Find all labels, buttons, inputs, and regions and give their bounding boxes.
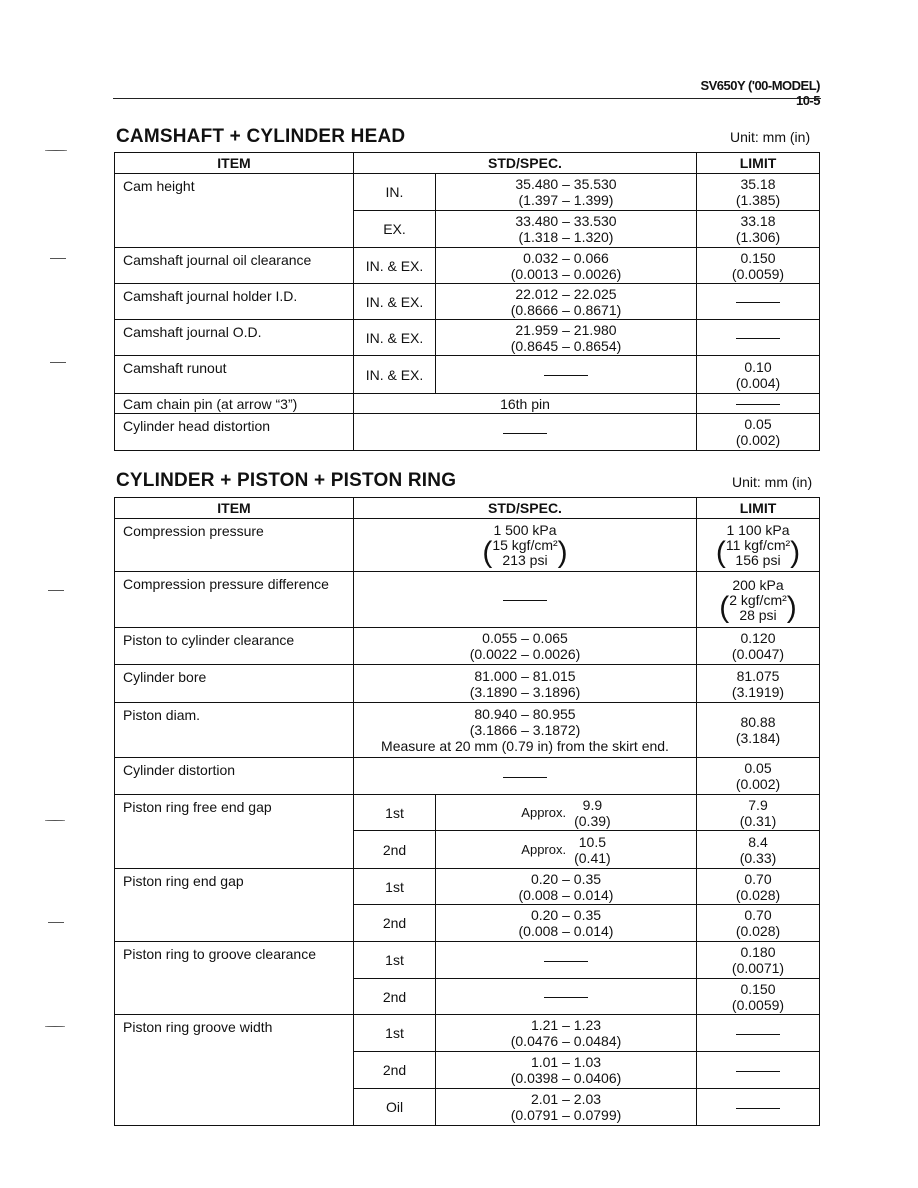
item-cell: Cylinder head distortion: [115, 414, 354, 451]
spec-cell: 1.01 – 1.03 (0.0398 – 0.0406): [436, 1052, 697, 1089]
spec-cell: [436, 942, 697, 979]
sub-cell: 1st: [354, 869, 436, 905]
limit-cell: 1 100 kPa ( 11 kgf/cm² 156 psi ): [697, 519, 820, 572]
margin-mark: [45, 1026, 65, 1027]
item-cell: Piston ring free end gap: [115, 795, 354, 869]
sub-cell: IN. & EX.: [354, 320, 436, 356]
sub-cell: IN. & EX.: [354, 248, 436, 284]
limit-cell: 81.075 (3.1919): [697, 665, 820, 703]
item-cell: Piston to cylinder clearance: [115, 628, 354, 665]
sub-cell: 2nd: [354, 979, 436, 1015]
item-cell: Cam height: [115, 174, 354, 248]
margin-mark: [45, 150, 67, 151]
table-row: [115, 942, 820, 979]
table-row: [115, 174, 820, 211]
dash-placeholder: [736, 338, 780, 339]
dash-placeholder: [736, 404, 780, 405]
limit-cell: 35.18 (1.385): [697, 174, 820, 211]
table-row: [115, 320, 820, 356]
limit-cell: 0.150 (0.0059): [697, 979, 820, 1015]
section-title-cylinder: CYLINDER + PISTON + PISTON RING: [116, 470, 457, 491]
item-cell: Cam chain pin (at arrow “3”): [115, 394, 354, 414]
dash-placeholder: [503, 600, 547, 601]
spec-cell: [354, 572, 697, 628]
limit-cell: 0.120 (0.0047): [697, 628, 820, 665]
spec-cell: 1.21 – 1.23 (0.0476 – 0.0484): [436, 1015, 697, 1052]
margin-mark: [50, 362, 66, 363]
limit-cell: 0.180 (0.0071): [697, 942, 820, 979]
margin-mark: [50, 258, 66, 259]
section-title-camshaft: CAMSHAFT + CYLINDER HEAD: [116, 126, 406, 147]
sub-cell: EX.: [354, 211, 436, 248]
sub-cell: 2nd: [354, 1052, 436, 1089]
table-row: [115, 869, 820, 905]
limit-cell: 0.70 (0.028): [697, 869, 820, 905]
sub-cell: IN. & EX.: [354, 356, 436, 394]
limit-cell: [697, 1052, 820, 1089]
spec-cell: 1 500 kPa ( 15 kgf/cm² 213 psi ): [354, 519, 697, 572]
item-cell: Compression pressure: [115, 519, 354, 572]
limit-cell: 0.70 (0.028): [697, 905, 820, 942]
item-cell: Piston ring to groove clearance: [115, 942, 354, 1015]
sub-cell: Oil: [354, 1089, 436, 1126]
table-row: [115, 795, 820, 831]
table-row: [115, 394, 820, 414]
table-row: [115, 284, 820, 320]
spec-cell: [354, 414, 697, 451]
table-row: [115, 758, 820, 795]
item-cell: Cylinder bore: [115, 665, 354, 703]
table-row: [115, 248, 820, 284]
table-row: [115, 1015, 820, 1052]
limit-cell: 200 kPa ( 2 kgf/cm² 28 psi ): [697, 572, 820, 628]
spec-cell: 33.480 – 33.530 (1.318 – 1.320): [436, 211, 697, 248]
header-divider: [113, 98, 821, 99]
item-cell: Compression pressure difference: [115, 572, 354, 628]
sub-cell: 2nd: [354, 831, 436, 869]
item-cell: Piston diam.: [115, 703, 354, 758]
dash-placeholder: [503, 433, 547, 434]
spec-cell: Approx. 10.5 (0.41): [436, 831, 697, 869]
dash-placeholder: [736, 302, 780, 303]
spec-cell: [436, 356, 697, 394]
table-row: [115, 356, 820, 394]
spec-cell: 35.480 – 35.530 (1.397 – 1.399): [436, 174, 697, 211]
limit-cell: 0.05 (0.002): [697, 414, 820, 451]
column-header-limit: LIMIT: [697, 153, 820, 174]
spec-cell: 22.012 – 22.025 (0.8666 – 0.8671): [436, 284, 697, 320]
column-header-item: ITEM: [115, 498, 354, 519]
spec-cell: 0.032 – 0.066 (0.0013 – 0.0026): [436, 248, 697, 284]
column-header-item: ITEM: [115, 153, 354, 174]
spec-cell: 81.000 – 81.015 (3.1890 – 3.1896): [354, 665, 697, 703]
limit-cell: [697, 394, 820, 414]
sub-cell: 1st: [354, 1015, 436, 1052]
limit-cell: 80.88 (3.184): [697, 703, 820, 758]
margin-mark: [48, 590, 64, 591]
spec-cell: [354, 758, 697, 795]
column-header-spec: STD/SPEC.: [354, 498, 697, 519]
spec-cell: 80.940 – 80.955 (3.1866 – 3.1872) Measure at 20 mm (0.79 in) from the skirt end.: [354, 703, 697, 758]
item-cell: Camshaft journal oil clearance: [115, 248, 354, 284]
spec-cell: 2.01 – 2.03 (0.0791 – 0.0799): [436, 1089, 697, 1126]
table-row: [115, 572, 820, 628]
limit-cell: 0.05 (0.002): [697, 758, 820, 795]
limit-cell: [697, 1089, 820, 1126]
item-cell: Camshaft journal holder I.D.: [115, 284, 354, 320]
limit-cell: 0.10 (0.004): [697, 356, 820, 394]
table-row: [115, 628, 820, 665]
column-header-limit: LIMIT: [697, 498, 820, 519]
cylinder-spec-table: [114, 497, 820, 1126]
spec-cell: 21.959 – 21.980 (0.8645 – 0.8654): [436, 320, 697, 356]
unit-label-cylinder: Unit: mm (in): [732, 474, 813, 490]
item-cell: Cylinder distortion: [115, 758, 354, 795]
sub-cell: 1st: [354, 795, 436, 831]
sub-cell: IN. & EX.: [354, 284, 436, 320]
spec-cell: Approx. 9.9 (0.39): [436, 795, 697, 831]
limit-cell: 33.18 (1.306): [697, 211, 820, 248]
limit-cell: 0.150 (0.0059): [697, 248, 820, 284]
dash-placeholder: [544, 961, 588, 962]
dash-placeholder: [736, 1108, 780, 1109]
dash-placeholder: [544, 375, 588, 376]
dash-placeholder: [736, 1034, 780, 1035]
margin-mark: [48, 922, 64, 923]
item-cell: Piston ring end gap: [115, 869, 354, 942]
page-reference: SV650Y ('00-MODEL) 10-5: [700, 78, 820, 108]
limit-cell: [697, 284, 820, 320]
item-cell: Camshaft journal O.D.: [115, 320, 354, 356]
sub-cell: IN.: [354, 174, 436, 211]
sub-cell: 1st: [354, 942, 436, 979]
table-row: [115, 519, 820, 572]
column-header-spec: STD/SPEC.: [354, 153, 697, 174]
limit-cell: [697, 320, 820, 356]
limit-cell: 8.4 (0.33): [697, 831, 820, 869]
table-row: [115, 703, 820, 758]
table-row: [115, 665, 820, 703]
spec-cell: 16th pin: [354, 394, 697, 414]
spec-cell: [436, 979, 697, 1015]
sub-cell: 2nd: [354, 905, 436, 942]
item-cell: Piston ring groove width: [115, 1015, 354, 1126]
table-row: [115, 414, 820, 451]
limit-cell: 7.9 (0.31): [697, 795, 820, 831]
camshaft-spec-table: [114, 152, 820, 451]
dash-placeholder: [544, 997, 588, 998]
margin-mark: [45, 820, 65, 821]
spec-cell: 0.20 – 0.35 (0.008 – 0.014): [436, 905, 697, 942]
spec-cell: 0.055 – 0.065 (0.0022 – 0.0026): [354, 628, 697, 665]
dash-placeholder: [503, 777, 547, 778]
unit-label-camshaft: Unit: mm (in): [730, 129, 811, 145]
limit-cell: [697, 1015, 820, 1052]
dash-placeholder: [736, 1071, 780, 1072]
spec-cell: 0.20 – 0.35 (0.008 – 0.014): [436, 869, 697, 905]
item-cell: Camshaft runout: [115, 356, 354, 394]
